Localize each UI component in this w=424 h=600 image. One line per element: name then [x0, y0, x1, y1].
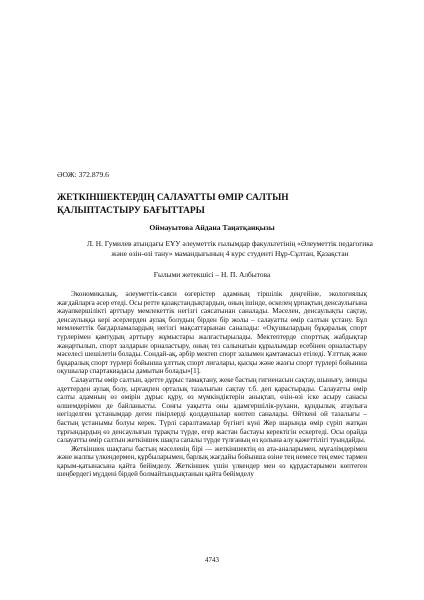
scientific-advisor: Ғылыми жетекшісі – Н. П. Албытова — [153, 270, 271, 279]
author-affiliation: Л. Н. Гумилев атындағы ЕҰУ әлеуметтік ғылымдар факультетінің «Әлеуметтік педагогика және өзін-өзі тану» мамандығының 4 курс студенті Нұр-Сұлтан, Қазақстан — [87, 239, 373, 258]
page-number: 4743 — [205, 556, 219, 564]
udc-code: ӘОЖ: 372.879.6 — [57, 170, 109, 179]
article-body — [57, 290, 367, 479]
body-paragraph: Салауатты өмір салтын, әдетте дұрыс тамақтану, жеке бастың гигиенасын сақтау, шынығу, зиянды әдеттерден аулақ болу, ырғақпен орталық тазалығын сақтау т.б. деп қарастырады. Салауатты өмір салты адамның өз өмірін дұрыс құру, өз мүмкіндіктерін анықтап, өзін-өзі іске асыру санасы өлшемдерімен де байланысты. Сонғы уақытта оны адамгершілік-рухани, құндылық атаулыға негізделген ұстанымдар деген пікірлерді қолдаушылар көптеп саналады. Өйткені ой тазалығы – бастың ұстанымы болуы керек. Түрлі саралтамалар бүгінгі күні Жер шарында өмір сүріп жатқан тұрғындардың өз денсаулығын тұрақты түрде, егер жастан бастауы керектігін ескертеді. Осы орайда салауатты өмір салтын жеткіншек шақта сапалы түрде түлғаның өз қолына алу қажеттілігі туындайды. — [57, 375, 367, 445]
body-paragraph: Жеткіншек шақтағы бастың мәселенің бірі — жеткіншектің өз ата-аналарымен, мұғалімдерімен және жалпы үлкендермен, құрбыларымен, барлық жағдайы бойынша өзіне тең немесе тең емес тармен қарым-қатынасына қайта бейімделу. Жеткіншек үшін үлкендер мен өз құрдастарымен көптеген шеңбердегі мүддені бірдей болмайтындықтанын қайта бейімделу — [57, 444, 367, 479]
body-paragraph: Экономикалық, әлеуметтік-саяси өзгерістер адамның тіршілік деңгейіне, экологиялық жағдайларға әсер етеді. Осы ретте қазақстандықтардың, оның ішінде, өскелең ұрпақтың денсаулығына жауапкершілікті арттыру мемлекеттік негізгі саясатынан саналады. Мәселен, денсаулықты сақтау, денсаулыққа кері әсерлерден аулақ болудың бірден бір жолы – салауатты өмір салтын ұстану. Бұл мемлекеттік бағдарламалардың негізгі мақсаттарынан саналады: «Оқушылардың бұқаралық спорт түрлерімен қамтудың арттыру жұмыстары жалғастырылады. Мектептерде спорттық жабдықтар жаңартылып, спорт залдарын орналастыру, оның тез салынатын құрылымдар есебінен орналастыру мәселесі шешілетін болады. Сондай-ақ, әрбір мектеп спорт залымен қамтамасыз етіледі. Ұлттық және бұқаралық спорт түрлері бойынша ұлттық спорт лигалары, қысқы және жазғы спорт түрлері бойынша оқушылар спартакиадасы дамытын болады»[1]. — [57, 290, 367, 376]
article-title: ЖЕТКІНШЕКТЕРДІҢ САЛАУАТТЫ ӨМІР САЛТЫН ҚАЛЫПТАСТЫРУ БАҒЫТТАРЫ — [57, 193, 289, 216]
author-name: Оймауытова Айдана Таңатқанқызы — [149, 223, 275, 232]
